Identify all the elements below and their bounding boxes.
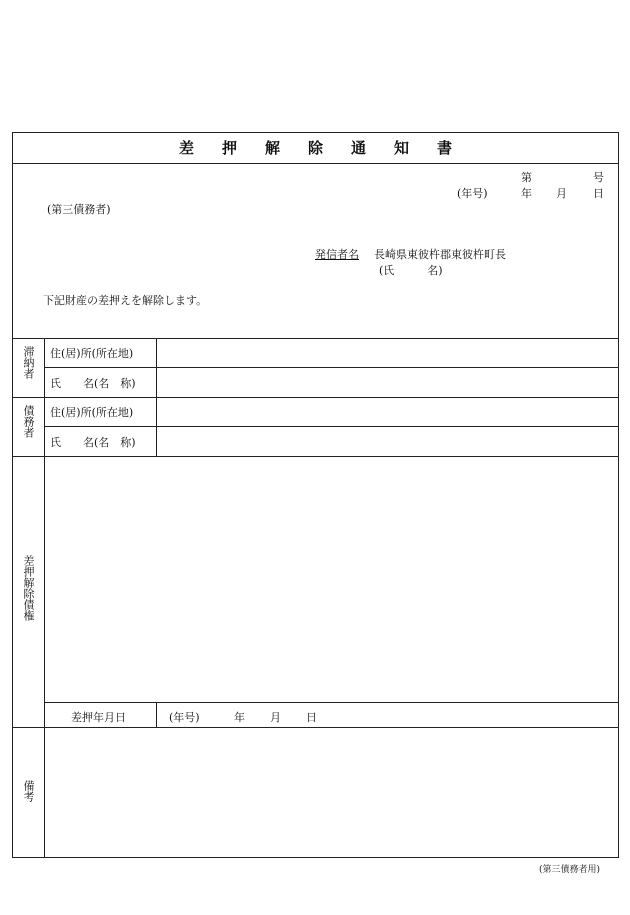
sender-name: 長崎県東彼杵郡東彼杵町長	[374, 248, 506, 261]
form-title: 差押解除通知書	[178, 139, 480, 157]
seizure-date-label: 差押年月日	[71, 711, 126, 724]
date-era: (年号)	[457, 187, 488, 200]
divider	[44, 702, 618, 703]
divider	[156, 702, 157, 727]
date-year: 年	[521, 187, 532, 200]
notice-text: 下記財産の差押えを解除します。	[43, 294, 208, 307]
seizure-date-era: (年号)	[169, 711, 200, 724]
delinquent-address-label: 住(居)所(所在地)	[50, 347, 134, 360]
sender-label: 発信者名	[315, 248, 359, 261]
divider	[13, 163, 618, 164]
delinquent-group-label: 滞納者	[22, 346, 35, 379]
divider	[44, 367, 618, 368]
number-dai: 第	[521, 171, 532, 184]
debtor-group-label: 債務者	[22, 405, 35, 438]
divider	[13, 456, 618, 457]
debtor-name-label: 氏 名(名 称)	[50, 436, 136, 449]
footer-note: (第三債務者用)	[538, 865, 600, 875]
remarks-group-label: 備考	[22, 780, 35, 802]
date-day: 日	[593, 187, 604, 200]
divider	[13, 338, 618, 339]
debtor-address-label: 住(居)所(所在地)	[50, 406, 134, 419]
seizure-date-month: 月	[270, 711, 281, 724]
date-month: 月	[556, 187, 567, 200]
number-go: 号	[593, 171, 604, 184]
divider	[44, 338, 45, 857]
claim-group-label: 差押解除債権	[22, 555, 35, 621]
notice-form	[12, 132, 619, 858]
delinquent-name-label: 氏 名(名 称)	[50, 377, 136, 390]
divider	[13, 397, 618, 398]
seizure-date-day: 日	[306, 711, 317, 724]
recipient-label: (第三債務者)	[47, 203, 111, 216]
divider	[44, 426, 618, 427]
divider	[13, 727, 618, 728]
seizure-date-year: 年	[234, 711, 245, 724]
divider	[156, 338, 157, 456]
sender-sub: (氏 名)	[379, 264, 443, 277]
